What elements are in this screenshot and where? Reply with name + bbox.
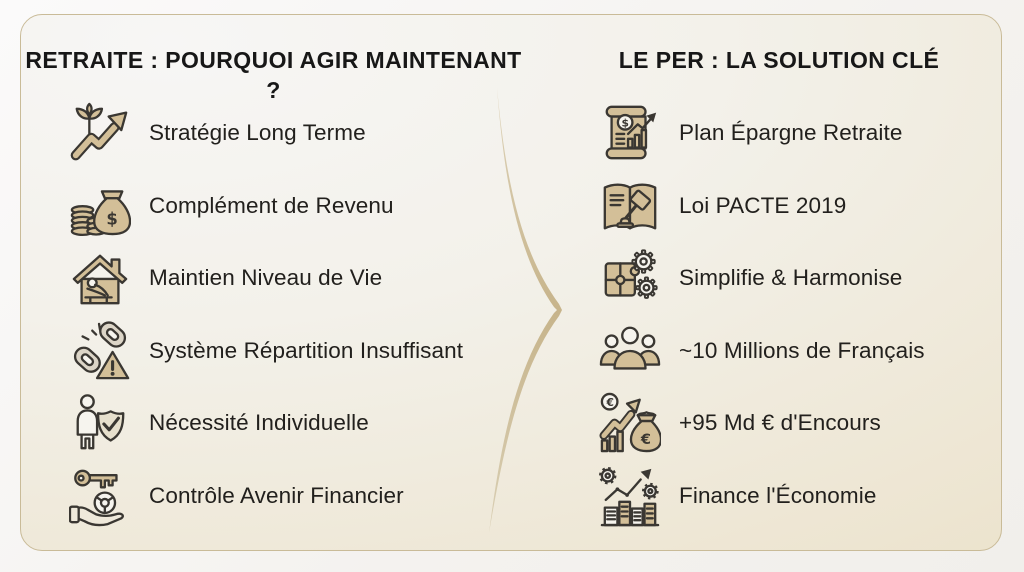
item-label: Maintien Niveau de Vie [149,265,383,291]
puzzle-gears-icon [599,247,661,309]
left-panel-list [21,97,526,532]
svg-text:$: $ [106,209,118,229]
broken-chain-warning-icon [69,320,131,382]
euro-growth-bag-icon [599,392,661,454]
list-item [21,387,526,460]
city-economy-growth-icon [599,465,661,527]
svg-text:$: $ [621,116,629,130]
list-item [21,97,526,170]
list-item [21,242,526,315]
infographic-card [20,14,1002,551]
law-book-gavel-icon [599,175,661,237]
item-label: Système Répartition Insuffisant [149,337,464,363]
item-label: Simplifie & Harmonise [679,265,903,291]
item-label: Complément de Revenu [149,192,394,218]
list-item [21,315,526,388]
item-label: Loi PACTE 2019 [679,192,847,218]
item-label: ~10 Millions de Français [679,337,925,363]
left-panel-title: RETRAITE : POURQUOI AGIR MAINTENANT ? [25,47,522,103]
right-panel-list [569,97,989,532]
list-item [569,315,989,388]
scroll-dollar-chart-icon [599,102,661,164]
money-bag-coins-icon [69,175,131,237]
svg-text:€: € [606,396,614,410]
list-item [21,460,526,533]
house-relax-icon [69,247,131,309]
item-label: Contrôle Avenir Financier [149,482,404,508]
list-item [569,170,989,243]
growth-arrow-plant-icon [69,102,131,164]
list-item [569,97,989,170]
person-shield-check-icon [69,392,131,454]
people-group-icon [599,320,661,382]
right-panel-title: LE PER : LA SOLUTION CLÉ [618,47,940,73]
item-label: +95 Md € d'Encours [679,410,881,436]
list-item [21,170,526,243]
item-label: Stratégie Long Terme [149,120,366,146]
right-panel [569,15,989,550]
list-item [569,387,989,460]
list-item [569,460,989,533]
item-label: Plan Épargne Retraite [679,120,903,146]
svg-text:€: € [640,432,652,449]
hand-holding-key-icon [69,465,131,527]
chevron-right-divider-icon [471,87,573,533]
item-label: Finance l'Économie [679,482,877,508]
item-label: Nécessité Individuelle [149,410,369,436]
left-panel [21,15,526,550]
list-item [569,242,989,315]
